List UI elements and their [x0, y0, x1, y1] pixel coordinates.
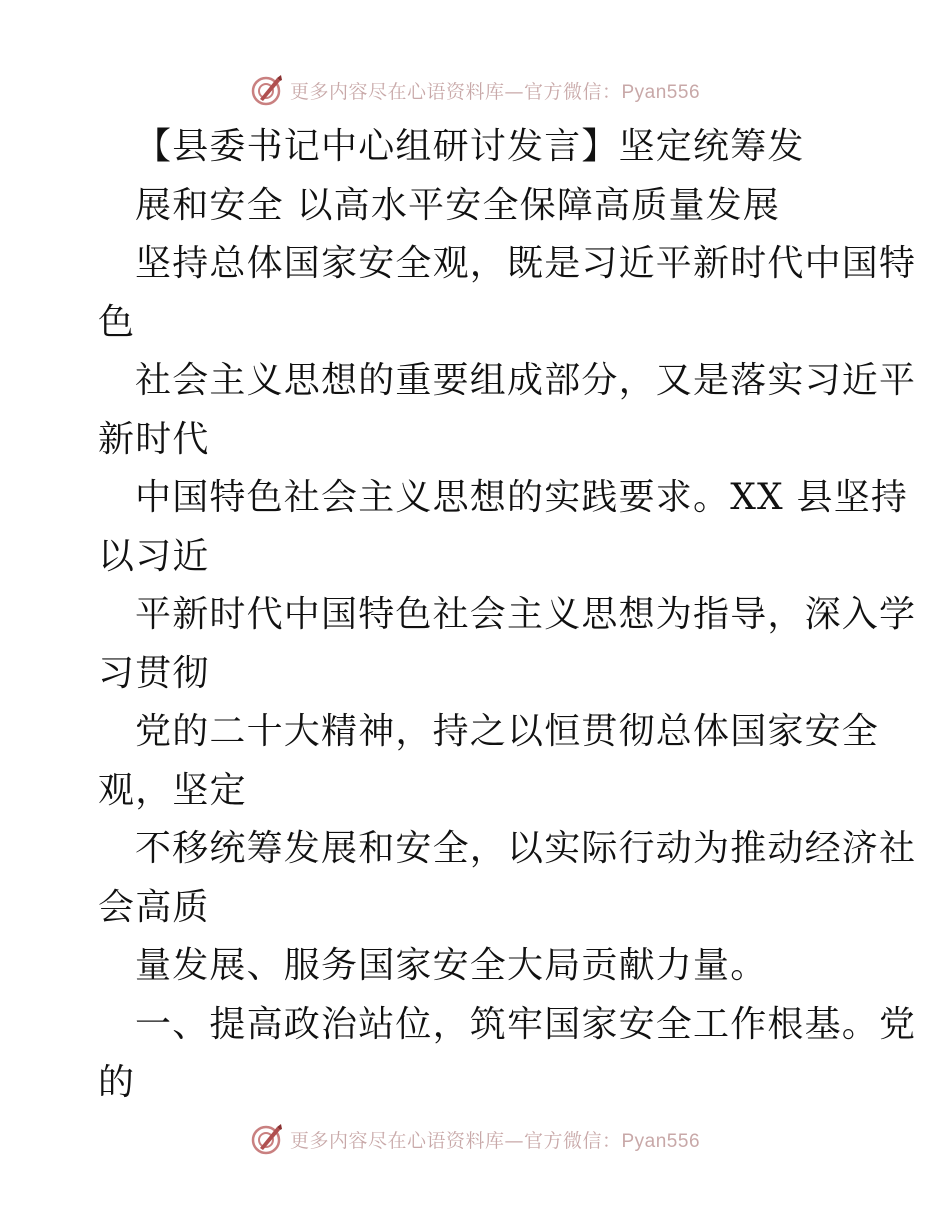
- paragraph-line: 观，坚定: [98, 769, 247, 811]
- paragraph-line: 以习近: [98, 535, 210, 577]
- paragraph-line: 色: [98, 301, 136, 343]
- paragraph-line: 坚持总体国家安全观，既是习近平新时代中国特: [135, 243, 917, 284]
- paragraph-line: 会高质: [98, 886, 210, 928]
- paragraph-line: 的: [98, 1062, 136, 1103]
- document-body: [98, 118, 917, 1113]
- paragraph-line: 量发展、服务国家安全大局贡献力量。: [135, 945, 768, 986]
- title-line-2: 展和安全 以高水平安全保障高质量发展: [135, 184, 781, 226]
- paragraph-line: 平新时代中国特色社会主义思想为指导，深入学: [135, 594, 917, 635]
- paragraph-line: 不移统筹发展和安全，以实际行动为推动经济社: [135, 828, 917, 869]
- paragraph-line: 中国特色社会主义思想的实践要求。XX 县坚持: [135, 477, 909, 518]
- paragraph-line: 社会主义思想的重要组成部分，又是落实习近平: [135, 360, 917, 401]
- banner-text: 更多内容尽在心语资料库—官方微信：Pyan556: [289, 80, 701, 103]
- header-banner: [0, 68, 950, 112]
- title-line-1: 【县委书记中心组研讨发言】坚定统筹发: [135, 126, 805, 167]
- quill-logo-icon: [250, 73, 284, 107]
- paragraph-line: 习贯彻: [98, 652, 210, 694]
- footer-banner: [0, 1117, 950, 1161]
- section-heading-line: 一、提高政治站位，筑牢国家安全工作根基。党: [135, 1003, 917, 1045]
- banner-text: 更多内容尽在心语资料库—官方微信：Pyan556: [289, 1129, 701, 1152]
- paragraph-line: 新时代: [98, 418, 210, 460]
- quill-logo-icon: [250, 1122, 284, 1156]
- paragraph-line: 党的二十大精神，持之以恒贯彻总体国家安全: [135, 711, 880, 752]
